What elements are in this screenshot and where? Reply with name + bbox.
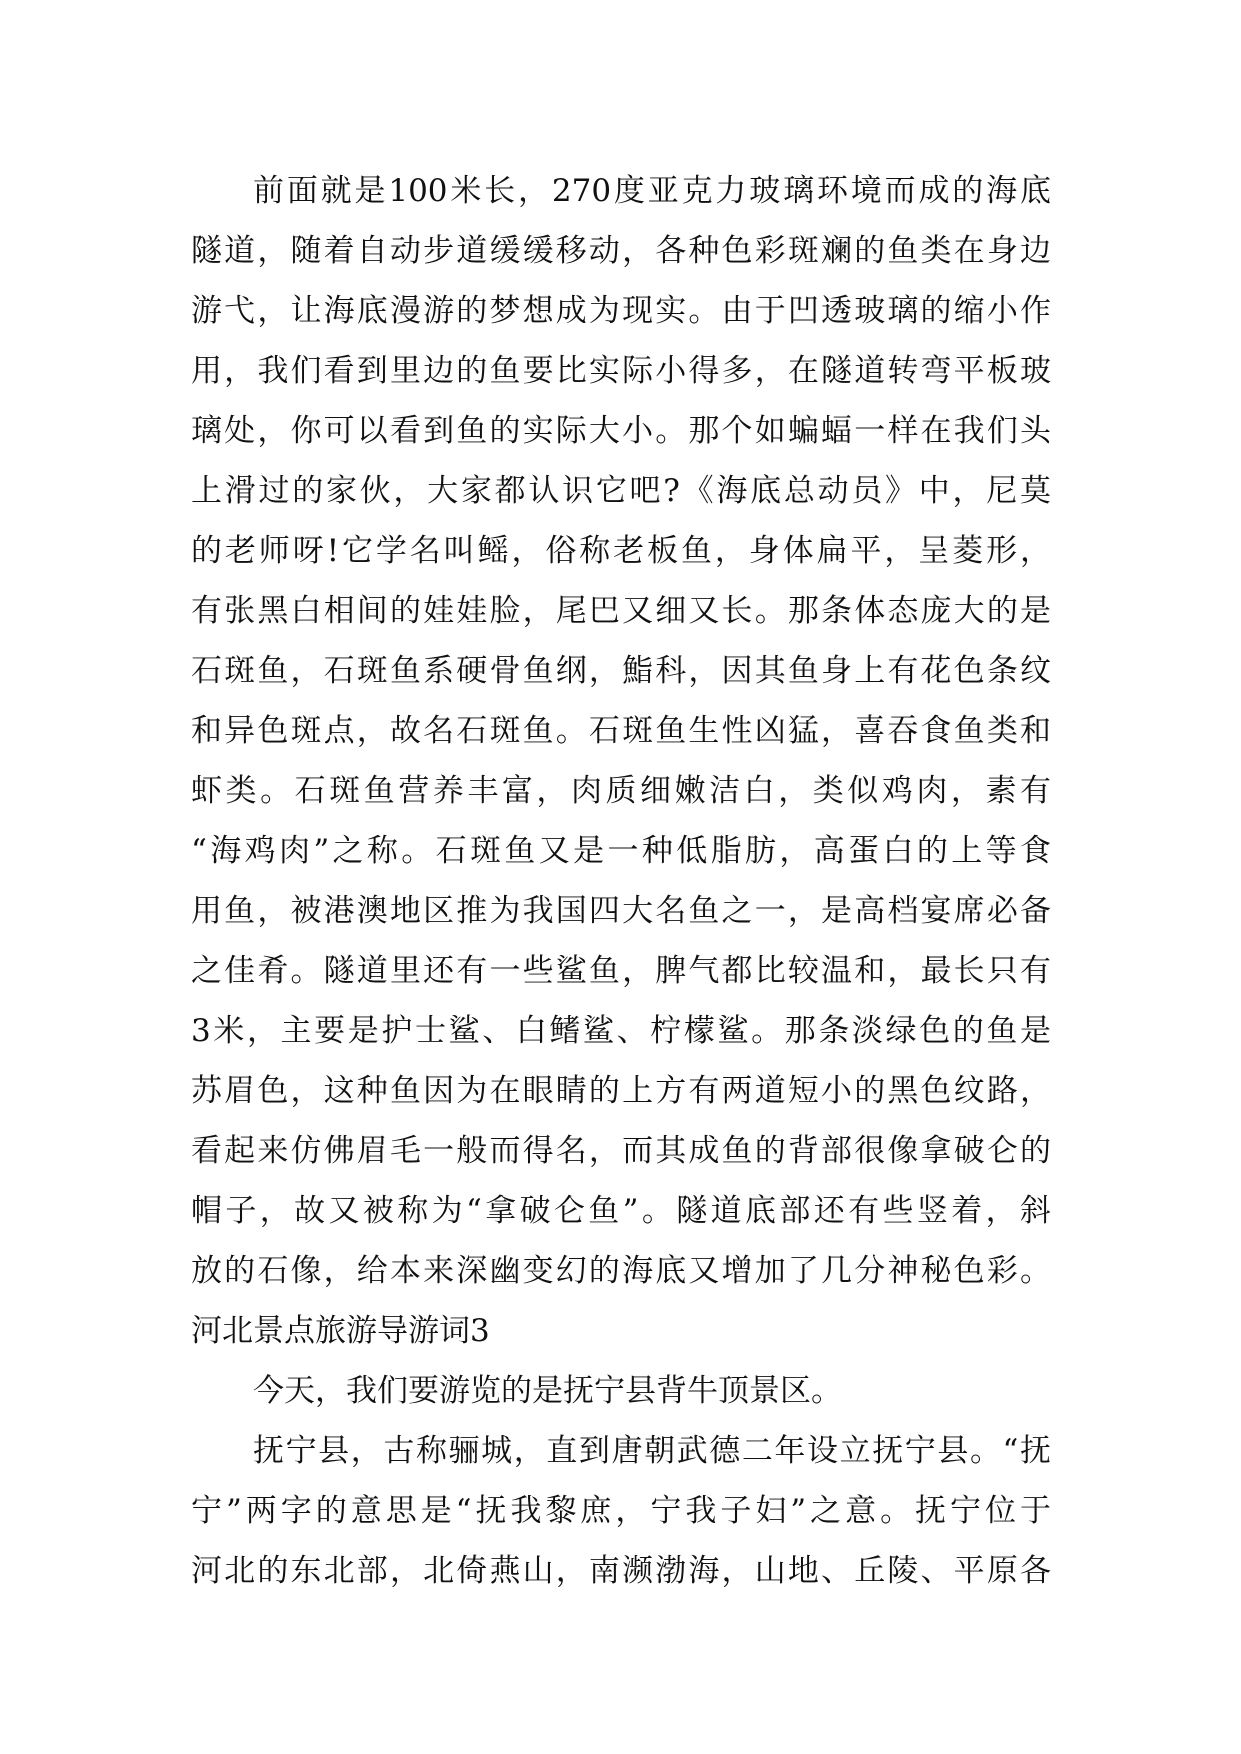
text-line: 和异色斑点，故名石斑鱼。石斑鱼生性凶猛，喜吞食鱼类和 [191, 713, 1051, 749]
text-line: 河北的东北部，北倚燕山，南濒渤海，山地、丘陵、平原各 [191, 1553, 1051, 1589]
text-line: 抚宁县，古称骊城，直到唐朝武德二年设立抚宁县。“抚 [253, 1433, 1051, 1469]
text-line: 放的石像，给本来深幽变幻的海底又增加了几分神秘色彩。 [191, 1253, 1051, 1289]
text-line: 游弋，让海底漫游的梦想成为现实。由于凹透玻璃的缩小作 [191, 293, 1051, 329]
text-line: 看起来仿佛眉毛一般而得名，而其成鱼的背部很像拿破仑的 [191, 1133, 1051, 1169]
text-line: 隧道，随着自动步道缓缓移动，各种色彩斑斓的鱼类在身边 [191, 233, 1051, 269]
text-line: 用，我们看到里边的鱼要比实际小得多，在隧道转弯平板玻 [191, 353, 1051, 389]
text-line: 璃处，你可以看到鱼的实际大小。那个如蝙蝠一样在我们头 [191, 413, 1051, 449]
text-line: 帽子，故又被称为“拿破仑鱼”。隧道底部还有些竖着，斜 [191, 1193, 1051, 1229]
text-line: 石斑鱼，石斑鱼系硬骨鱼纲，鮨科，因其鱼身上有花色条纹 [191, 653, 1051, 689]
text-line: “海鸡肉”之称。石斑鱼又是一种低脂肪，高蛋白的上等食 [191, 833, 1051, 869]
paragraph-intro [191, 1361, 1051, 1421]
text-line: 之佳肴。隧道里还有一些鲨鱼，脾气都比较温和，最长只有 [191, 953, 1051, 989]
text-line: 苏眉色，这种鱼因为在眼睛的上方有两道短小的黑色纹路， [191, 1073, 1051, 1109]
section-heading: 河北景点旅游导游词3 [191, 1313, 490, 1349]
paragraph-aquarium-tunnel [191, 161, 1051, 1301]
document-body [191, 161, 1051, 1601]
text-line: 的老师呀!它学名叫鳐，俗称老板鱼，身体扁平，呈菱形， [191, 533, 1051, 569]
text-line: 今天，我们要游览的是抚宁县背牛顶景区。 [253, 1373, 842, 1409]
text-line: 3米，主要是护士鲨、白鳍鲨、柠檬鲨。那条淡绿色的鱼是 [191, 1013, 1051, 1049]
text-line: 上滑过的家伙，大家都认识它吧?《海底总动员》中，尼莫 [191, 473, 1051, 509]
text-line: 宁”两字的意思是“抚我黎庶，宁我子妇”之意。抚宁位于 [191, 1493, 1051, 1529]
text-line: 虾类。石斑鱼营养丰富，肉质细嫩洁白，类似鸡肉，素有 [191, 773, 1051, 809]
paragraph-funing-county [191, 1421, 1051, 1601]
text-line: 用鱼，被港澳地区推为我国四大名鱼之一，是高档宴席必备 [191, 893, 1051, 929]
text-line: 前面就是100米长，270度亚克力玻璃环境而成的海底 [253, 173, 1051, 209]
text-line: 有张黑白相间的娃娃脸，尾巴又细又长。那条体态庞大的是 [191, 593, 1051, 629]
